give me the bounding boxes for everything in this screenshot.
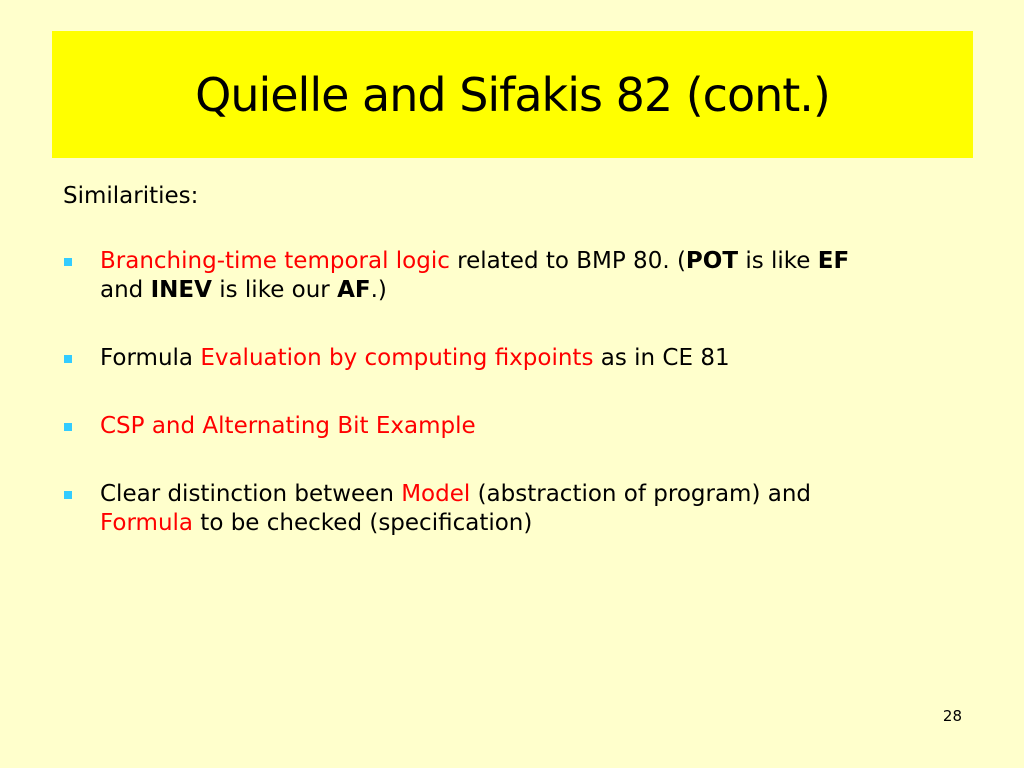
bullet-square-icon [64,491,72,499]
text-segment: .) [370,277,387,303]
text-segment: Formula [100,345,201,371]
text-segment: Clear distinction between [100,481,402,507]
text-segment: to be checked (specification) [193,510,533,536]
page-number: 28 [942,707,962,725]
text-segment: AF [337,277,371,303]
slide-title: Quielle and Sifakis 82 (cont.) [195,67,830,122]
text-segment: and [100,277,151,303]
text-segment: CSP and Alternating Bit Example [100,413,476,439]
text-segment: (abstraction of program) and [470,481,812,507]
bullet-square-icon [64,258,72,266]
text-segment: is like [738,248,818,274]
text-segment: POT [685,248,739,274]
text-segment: Evaluation by computing fixpoints [200,345,594,371]
text-segment: Formula [100,510,193,536]
slide-content [63,180,963,577]
bullet-text [100,413,476,439]
bullet-text [100,248,849,303]
bullet-text [100,481,811,536]
text-segment: is like our [211,277,338,303]
title-bar [52,31,973,158]
bullet-square-icon [64,423,72,431]
bullet-list [63,247,963,538]
bullet-item [63,480,963,538]
text-segment: INEV [150,277,212,303]
bullet-item [63,344,963,373]
bullet-item [63,247,963,305]
bullet-square-icon [64,355,72,363]
bullet-item [63,412,963,441]
text-segment: as in CE 81 [593,345,730,371]
text-segment: Branching-time temporal logic [100,248,450,274]
bullet-text [100,345,730,371]
text-segment: related to BMP 80. ( [449,248,686,274]
text-segment: EF [817,248,850,274]
intro-text: Similarities: [63,183,199,209]
text-segment: Model [401,481,471,507]
